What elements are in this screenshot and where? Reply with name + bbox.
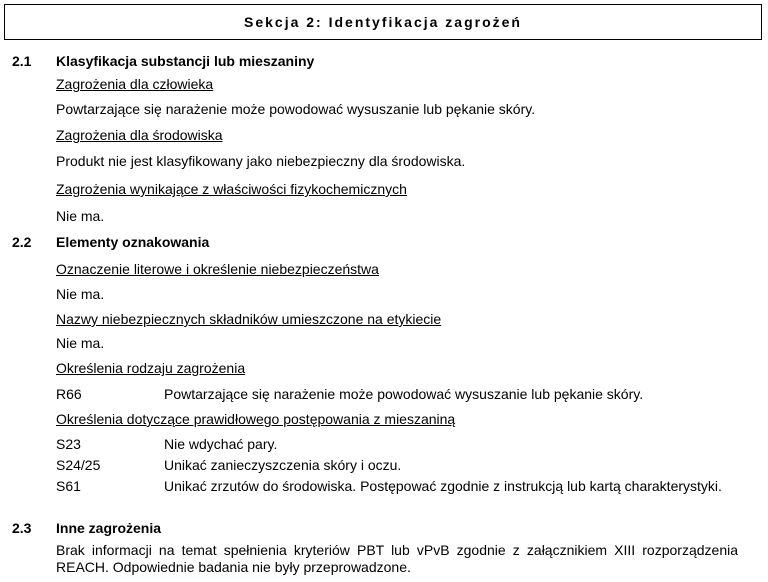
environment-hazards-text: Produkt nie jest klasyfikowany jako niebezpieczny dla środowiska. (56, 153, 466, 169)
subheading-risk-phrases: Określenia rodzaju zagrożenia (56, 360, 246, 376)
section-header (4, 4, 762, 40)
section-number-2-1: 2.1 (12, 53, 32, 69)
safety-phrase-text: Unikać zanieczyszczenia skóry i oczu. (164, 457, 402, 473)
section-title: Sekcja 2: Identyfikacja zagrożeń (244, 14, 522, 30)
safety-phrase-code: S61 (56, 478, 81, 494)
other-hazards-text: Brak informacji na temat spełnienia kryteriów PBT lub vPvB zgodnie z załącznikiem XIII rozporządzenia REACH. Odpowiednie badania nie były przeprowadzone. (56, 542, 738, 575)
section-heading-2-2: Elementy oznakowania (56, 234, 210, 250)
section-heading-2-3: Inne zagrożenia (56, 520, 162, 536)
risk-phrase-code: R66 (56, 386, 82, 402)
safety-phrase-text: Nie wdychać pary. (164, 436, 278, 452)
subheading-physchem-hazards: Zagrożenia wynikające z właściwości fizykochemicznych (56, 181, 407, 197)
subheading-label-ingredients: Nazwy niebezpiecznych składników umieszczone na etykiecie (56, 311, 442, 327)
label-ingredients-text: Nie ma. (56, 335, 105, 351)
safety-phrase-code: S24/25 (56, 457, 101, 473)
risk-phrase-text: Powtarzające się narażenie może powodować wysuszanie lub pękanie skóry. (164, 386, 644, 402)
subheading-symbol: Oznaczenie literowe i określenie niebezpieczeństwa (56, 261, 379, 277)
human-hazards-text: Powtarzające się narażenie może powodować wysuszanie lub pękanie skóry. (56, 101, 536, 117)
subheading-human-hazards: Zagrożenia dla człowieka (56, 76, 214, 92)
section-number-2-2: 2.2 (12, 234, 32, 250)
physchem-hazards-text: Nie ma. (56, 208, 105, 224)
section-number-2-3: 2.3 (12, 520, 32, 536)
safety-phrase-text: Unikać zrzutów do środowiska. Postępować zgodnie z instrukcją lub kartą charakterystyki. (164, 478, 722, 494)
safety-phrase-code: S23 (56, 436, 81, 452)
subheading-environment-hazards: Zagrożenia dla środowiska (56, 127, 223, 143)
symbol-text: Nie ma. (56, 286, 105, 302)
section-heading-2-1: Klasyfikacja substancji lub mieszaniny (56, 53, 315, 69)
subheading-safety-phrases: Określenia dotyczące prawidłowego postępowania z mieszaniną (56, 411, 456, 427)
